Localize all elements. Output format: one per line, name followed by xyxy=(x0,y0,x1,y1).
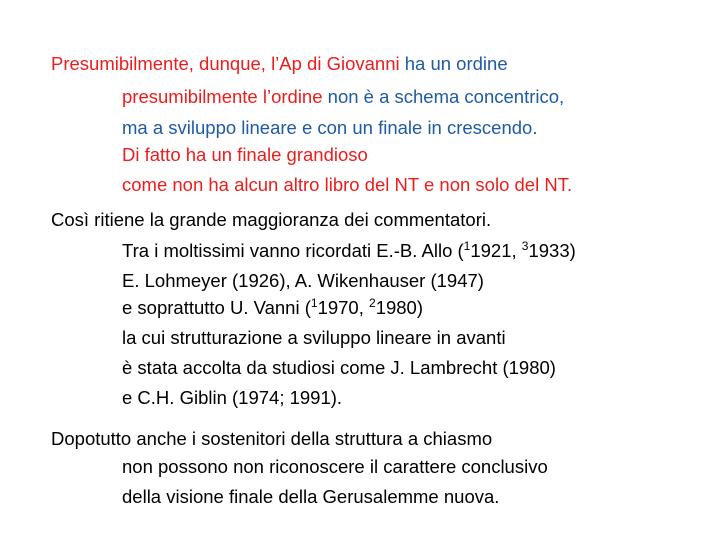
paragraph-1-line-4 xyxy=(122,142,368,168)
text-segment: Presumibilmente, dunque, l’Ap di Giovanni xyxy=(51,53,405,74)
paragraph-1-line-1 xyxy=(51,51,508,77)
text-segment: ha un ordine xyxy=(404,53,508,74)
paragraph-2-line-6: è stata accolta da studiosi come J. Lambrecht (1980) xyxy=(122,357,556,378)
superscript-edition: 2 xyxy=(369,296,376,310)
paragraph-2-line-5: la cui strutturazione a sviluppo lineare in avanti xyxy=(122,327,506,348)
text-segment: 1970, xyxy=(317,297,369,318)
paragraph-2-line-4 xyxy=(122,295,423,321)
text-segment: presumibilmente l’ordine xyxy=(122,86,328,107)
text-segment: 1933) xyxy=(528,240,576,261)
paragraph-1-line-2 xyxy=(122,84,564,110)
paragraph-2-line-3: E. Lohmeyer (1926), A. Wikenhauser (1947) xyxy=(122,270,484,291)
paragraph-3-line-2: non possono non riconoscere il carattere conclusivo xyxy=(122,456,548,477)
paragraph-3-line-1: Dopotutto anche i sostenitori della struttura a chiasmo xyxy=(51,428,493,449)
paragraph-3-line-3: della visione finale della Gerusalemme nuova. xyxy=(122,486,500,507)
text-segment: come non ha alcun altro libro del NT e non solo del NT. xyxy=(122,174,573,195)
text-segment: Tra i moltissimi vanno ricordati E.-B. Allo ( xyxy=(122,240,464,261)
paragraph-2-line-7: e C.H. Giblin (1974; 1991). xyxy=(122,387,343,408)
superscript-edition: 3 xyxy=(521,239,529,253)
superscript-edition: 1 xyxy=(310,296,318,310)
text-segment: Di fatto ha un finale grandioso xyxy=(122,144,368,165)
text-segment: ma a sviluppo lineare e con un finale in crescendo. xyxy=(122,117,538,138)
paragraph-1-line-5 xyxy=(122,172,572,198)
paragraph-1-line-3 xyxy=(122,115,537,141)
paragraph-2-line-2 xyxy=(122,238,576,264)
paragraph-2-line-1: Così ritiene la grande maggioranza dei commentatori. xyxy=(51,209,492,230)
text-segment: e soprattutto U. Vanni ( xyxy=(122,297,311,318)
text-segment: 1921, xyxy=(470,240,522,261)
text-segment: 1980) xyxy=(375,297,424,318)
superscript-edition: 1 xyxy=(463,239,471,253)
text-segment: non è a schema concentrico, xyxy=(327,86,565,107)
